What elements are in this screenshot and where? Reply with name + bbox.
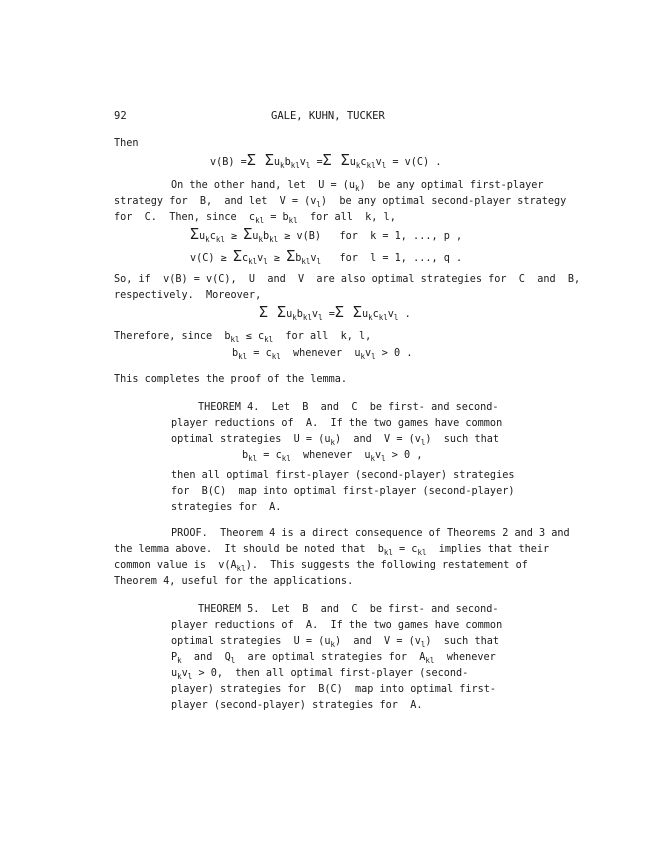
theorem4-line4: then all optimal first-player (second-player) strategies [171,470,515,481]
then-word: Then [114,138,139,149]
theorem4-line5: for B(C) map into optimal first-player (second-player) [171,486,515,497]
equation-2a: $\Sigma u_kc_{kl} \ge \Sigma u_kb_{kl} \ge v(B)$ for k = 1, ..., p , [190,225,463,244]
theorem5-line1: THEOREM 5. Let B and C be first- and second- [198,604,499,615]
para1-line2: strategy for B, and let $V = (v_l)$ be any optimal second-player strategy [114,196,567,209]
para3: Therefore, since $b_{kl} \le c_{kl}$ for all k, l, [114,331,372,344]
proof-line3: common value is $v(A_{kl})$. This suggests the following restatement of [114,560,528,573]
theorem5-line5: $u_kv_l > 0$, then all optimal first-player (second- [171,668,469,681]
proof-line2: the lemma above. It should be noted that $b_{kl} = c_{kl}$ implies that their [114,544,550,557]
equation-2b: $v(C) \ge \Sigma c_{kl}v_l \ge \Sigma b_{kl}v_l$ for l = 1, ..., q . [190,247,463,266]
equation-1: v(B) =Σ $\Sigma u_kb_{kl}v_l =\Sigma$ $\Sigma u_kc_{kl}v_l = v(C)$ . [210,151,442,170]
theorem4-line3: optimal strategies $U = (u_k)$ and $V = (v_l)$ such that [171,434,499,447]
theorem4-line6: strategies for A. [171,502,282,513]
theorem5-line2: player reductions of A. If the two games have common [171,620,503,631]
theorem4-equation: $b_{kl} = c_{kl}$ whenever $u_kv_l > 0$ , [242,450,423,463]
equation-3: Σ $\Sigma u_kb_{kl}v_l =\Sigma$ $\Sigma u_kc_{kl}v_l$ . [259,303,411,322]
theorem5-line3: optimal strategies $U = (u_k)$ and $V = (v_l)$ such that [171,636,499,649]
theorem5-line4: $P_k$ and $Q_l$ are optimal strategies for $A_{kl}$ whenever [171,652,496,665]
theorem5-line6: player) strategies for B(C) map into optimal first- [171,684,497,695]
equation-4: $b_{kl} = c_{kl}$ whenever $u_kv_l > 0$ . [232,348,413,361]
para1-line1: On the other hand, let $U = (u_k)$ be any optimal first-player [171,180,544,193]
page-number: 92 [114,110,127,122]
proof-line4: Theorem 4, useful for the applications. [114,576,354,587]
para2-line1: So, if v(B) = v(C), U and V are also optimal strategies for C and B, [114,274,581,285]
running-title: GALE, KUHN, TUCKER [271,110,385,122]
para4: This completes the proof of the lemma. [114,374,348,385]
theorem4-line1: THEOREM 4. Let B and C be first- and second- [198,402,499,413]
proof-line1: PROOF. Theorem 4 is a direct consequence of Theorems 2 and 3 and [171,528,570,539]
para2-line2: respectively. Moreover, [114,290,262,301]
theorem5-line7: player (second-player) strategies for A. [171,700,423,711]
para1-line3: for C. Then, since $c_{kl} = b_{kl}$ for all k, l, [114,212,396,225]
theorem4-line2: player reductions of A. If the two games have common [171,418,503,429]
